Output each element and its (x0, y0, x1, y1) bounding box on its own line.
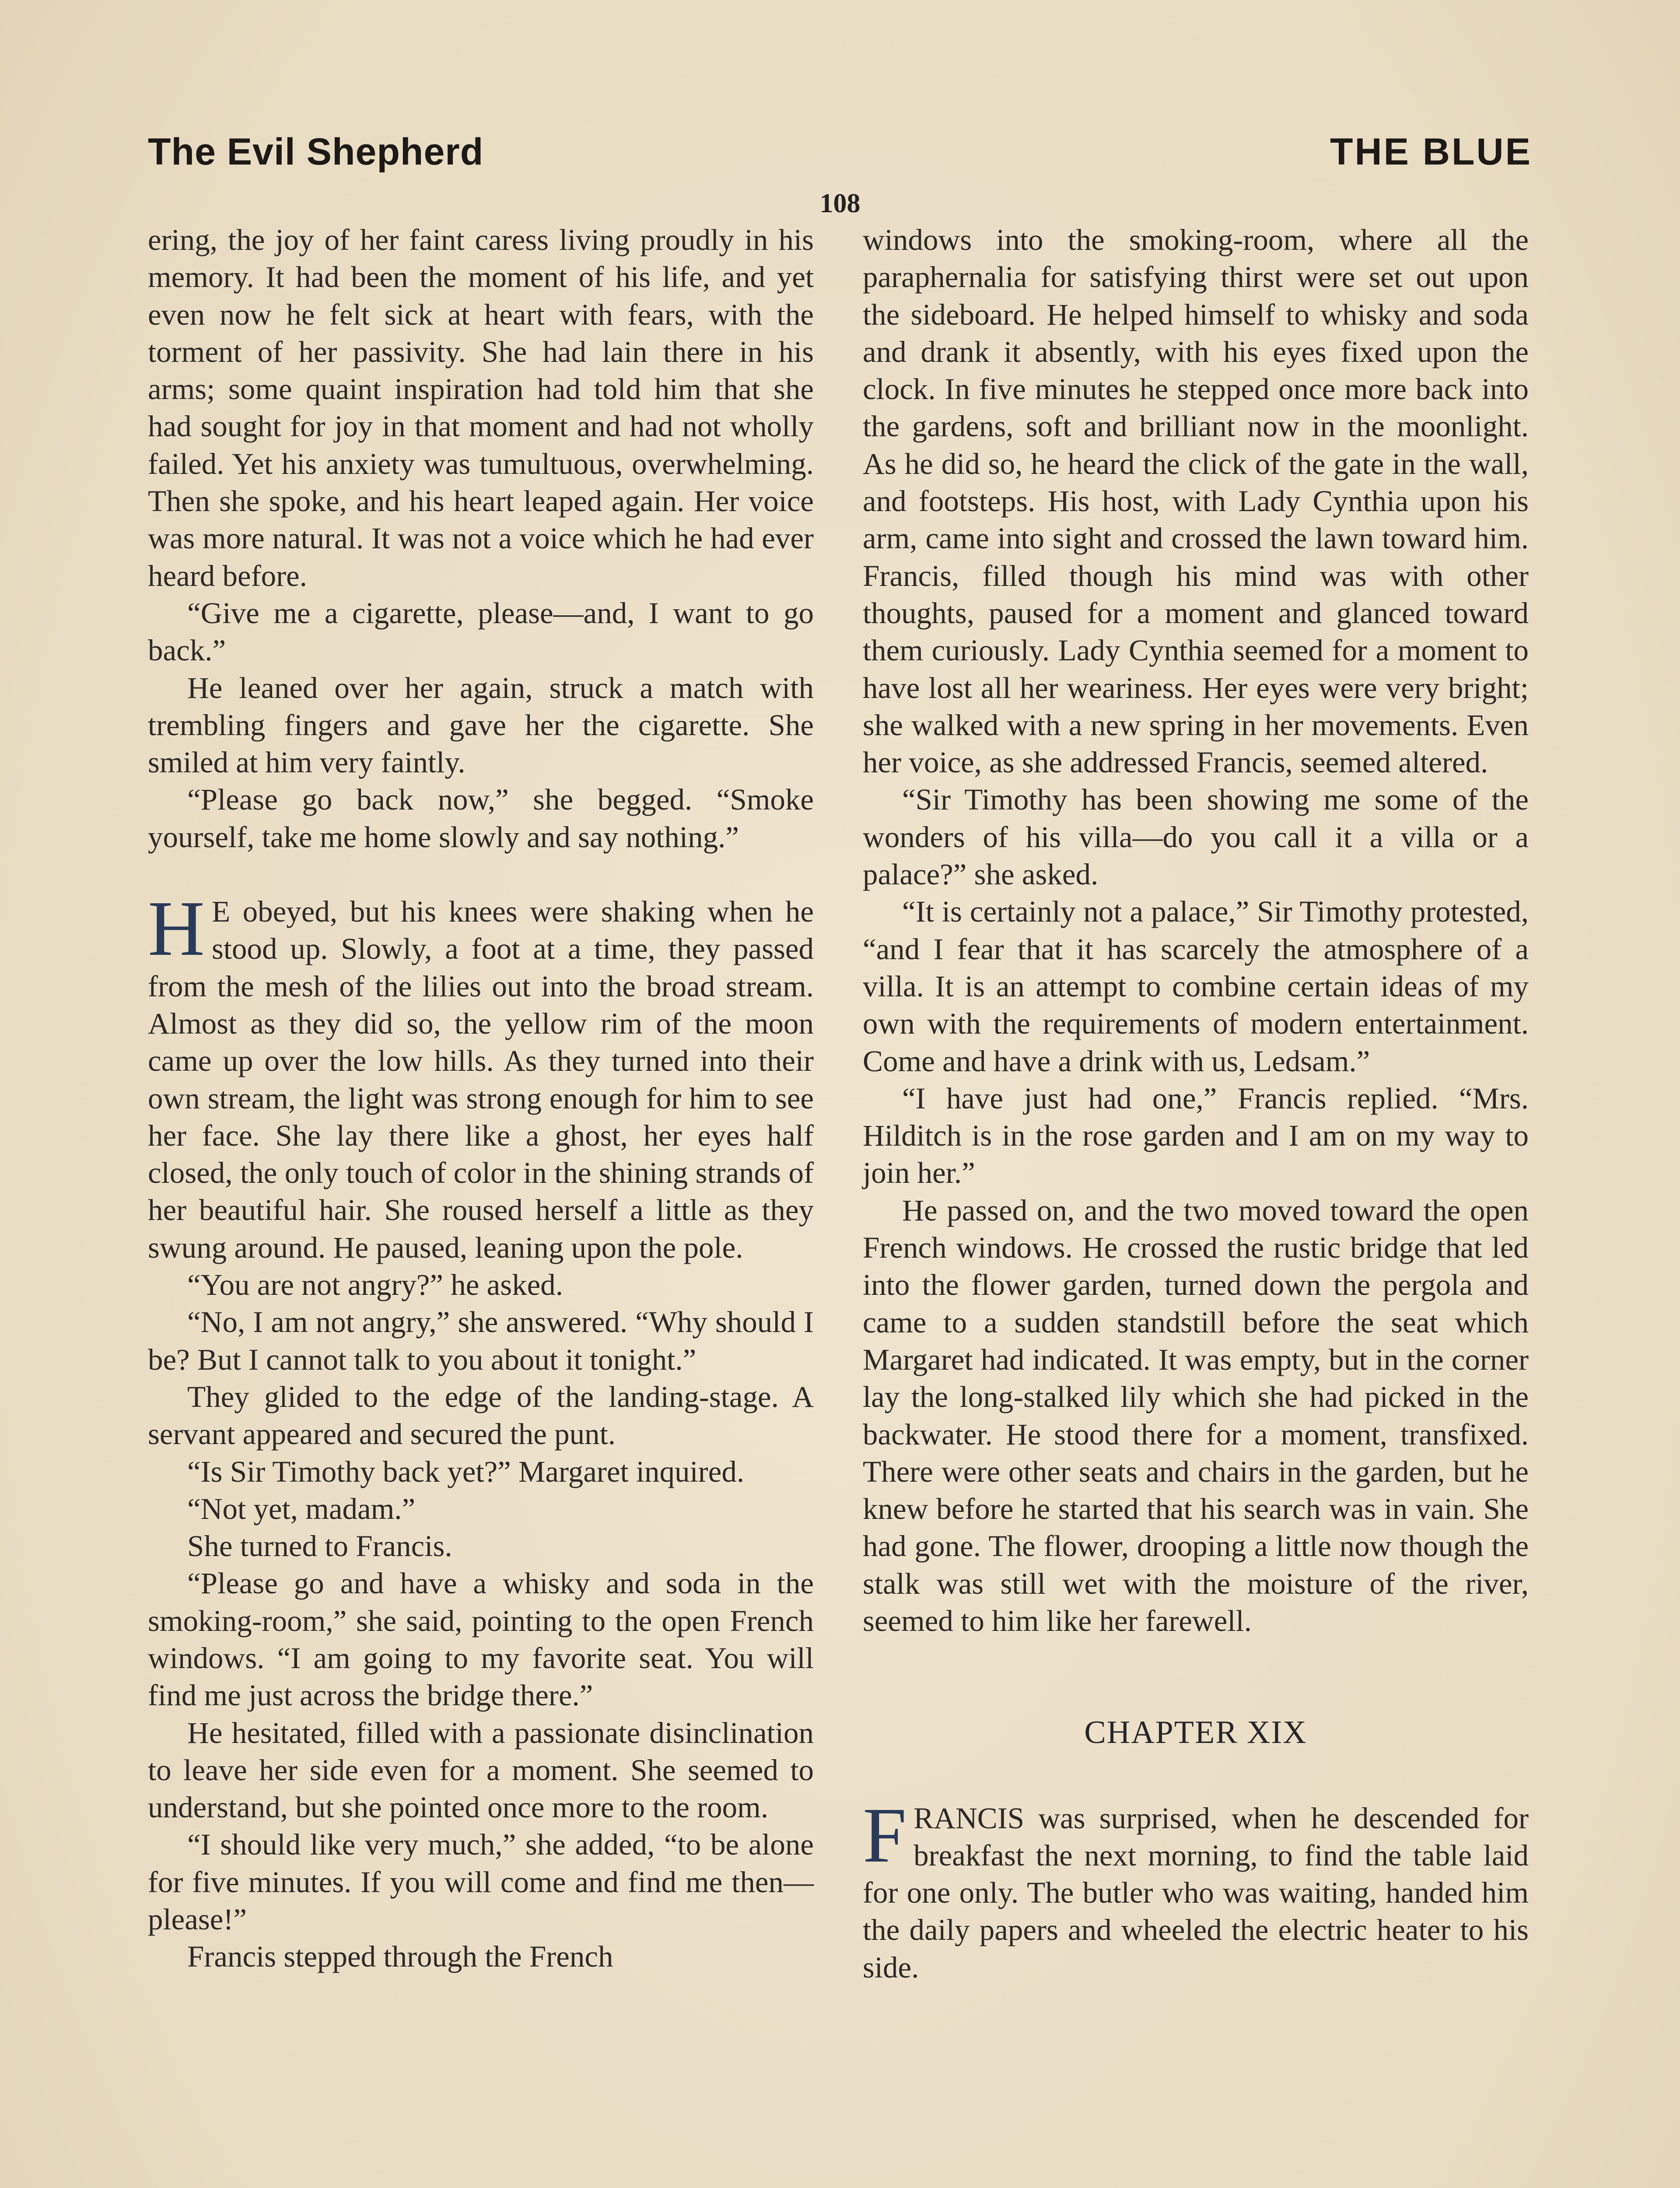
right-column (863, 221, 1529, 1986)
paragraph: “Not yet, madam.” (187, 1492, 416, 1525)
paragraph: “Is Sir Timothy back yet?” Margaret inquired. (187, 1455, 745, 1488)
chapter-heading: CHAPTER XIX (1084, 1715, 1307, 1751)
paragraph: They glided to the edge of the landing-stage. A servant appeared and secured the punt. (148, 1380, 814, 1451)
page-number: 108 (819, 189, 861, 218)
dropcap-paragraph (148, 885, 814, 1266)
paragraph: “Please go back now,” she begged. “Smoke yourself, take me home slowly and say nothing.” (148, 783, 814, 854)
paragraph: “I should like very much,” she added, “to be alone for five minutes. If you will come and find me then—please!” (148, 1828, 814, 1936)
paragraph: She turned to Francis. (187, 1529, 452, 1563)
paragraph: “It is certainly not a palace,” Sir Timothy protested, “and I fear that it has scarcely the atmosphere of a villa. It is an attempt to combine certain ideas of my own with the requirements of modern entertainment. Come and have a drink with us, Ledsam.” (863, 895, 1529, 1078)
paragraph: windows into the smoking-room, where all the paraphernalia for satisfying thirst were set out upon the sideboard. He helped himself to whisky and soda and drank it absently, with his eyes fixed upon the clock. In five minutes he stepped once more back into the gardens, soft and brilliant now in the moonlight. As he did so, he heard the click of the gate in the wall, and footsteps. His host, with Lady Cynthia upon his arm, came into sight and crossed the lawn toward him. Francis, filled though his mind was with other thoughts, paused for a moment and glanced toward them curiously. Lady Cynthia seemed for a moment to have lost all her weariness. Her eyes were very bright; she walked with a new spring in her movements. Even her voice, as she addressed Francis, seemed altered. (863, 223, 1529, 779)
paragraph: He passed on, and the two moved toward the open French windows. He crossed the rustic bridge that led into the flower garden, turned down the pergola and came to a sudden standstill before the seat which Margaret had indicated. It was empty, but in the corner lay the long-stalked lily which she had picked in the backwater. He stood there for a moment, transfixed. There were other seats and chairs in the garden, but he knew before he started that his search was in vain. She had gone. The flower, drooping a little now though the stalk was still wet with the moisture of the river, seemed to him like her farewell. (863, 1193, 1529, 1637)
left-column (148, 221, 814, 1976)
running-title-left: The Evil Shepherd (148, 131, 484, 173)
paragraph: “I have just had one,” Francis replied. “Mrs. Hilditch is in the rose garden and I am on my way to join her.” (863, 1081, 1529, 1190)
paragraph: “Give me a cigarette, please—and, I want to go back.” (148, 596, 814, 667)
paragraph: He leaned over her again, struck a match with trembling fingers and gave her the cigarette. She smiled at him very faintly. (148, 671, 814, 779)
dropcap-paragraph (863, 1791, 1529, 1986)
paragraph: “Please go and have a whisky and soda in the smoking-room,” she said, pointing to the open French windows. “I am going to my favorite seat. You will find me just across the bridge there.” (148, 1567, 814, 1712)
paragraph: Francis stepped through the French (187, 1940, 613, 1974)
paragraph: He hesitated, filled with a passionate disinclination to leave her side even for a moment. She seemed to understand, but she pointed once more to the room. (148, 1716, 814, 1824)
paragraph: ering, the joy of her faint caress living proudly in his memory. It had been the moment of his life, and yet even now he felt sick at heart with fears, with the torment of her passivity. She had lain there in his arms; some quaint inspiration had told him that she had sought for joy in that moment and had not wholly failed. Yet his anxiety was tumultuous, overwhelming. Then she spoke, and his heart leaped again. Her voice was more natural. It was not a voice which he had ever heard before. (148, 223, 814, 593)
dropcap-paragraph-text: RANCIS was surprised, when he descended for breakfast the next morning, to find the table laid for one only. The butler who was waiting, handed him the daily papers and wheeled the electric heater to his side. (863, 1801, 1529, 1984)
paragraph: “Sir Timothy has been showing me some of the wonders of his villa—do you call it a villa or a palace?” she asked. (863, 783, 1529, 891)
drop-cap: F (863, 1791, 907, 1879)
dropcap-paragraph-text: E obeyed, but his knees were shaking when he stood up. Slowly, a foot at a time, they passed from the mesh of the lilies out into the broad stream. Almost as they did so, the yellow rim of the moon came up over the low hills. As they turned into their own stream, the light was strong enough for him to see her face. She lay there like a ghost, her eyes half closed, the only touch of color in the shining strands of her beautiful hair. She roused herself a little as they swung around. He paused, leaning upon the pole. (148, 895, 814, 1264)
running-title-right: THE BLUE (1330, 131, 1532, 173)
paragraph: “You are not angry?” he asked. (187, 1268, 564, 1302)
drop-cap: H (148, 885, 205, 972)
paragraph: “No, I am not angry,” she answered. “Why should I be? But I cannot talk to you about it tonight.” (148, 1305, 814, 1376)
